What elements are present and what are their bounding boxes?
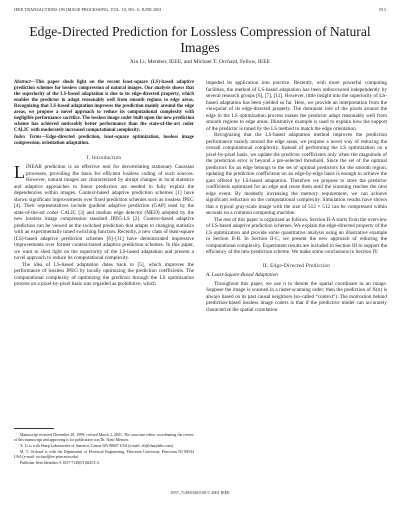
copyright-footer: 1057–7149/01$10.00 © 2001 IEEE — [170, 490, 230, 495]
intro-paragraph-2: The idea of LS-based adaptation dates back to [5], which improves the performance of lossless JPEG by locally optimizing the prediction coefficients. The computational complexity of optimizing the predictor through the LS optimization process on a pixel-by-pixel basis was regarded as prohibitive, which — [14, 261, 194, 288]
page-number: 813 — [379, 7, 386, 12]
intro-paragraph-1-text: INEAR prediction is an effective tool for decorrelating stationary Gaussian processes, providing the basis for efficient lossless coding of such sources. However, natural images are characterized by abrupt changes in local statistics and adaptive approaches to linear prediction are needed to fully exploit the dependencies within images. Context-based adaptive prediction schemes [1] have shown significant improvements over fixed prediction schemes such as lossless JPEG [4]. Their representatives include gradient adaptive prediction (GAP) used by the state-of-the-art coder CALIC [3] and median edge detector (MED) adopted by the new lossless image compression standard JPEG-LS [2]. Context-based adaptive prediction can be viewed as the switched prediction that adapts to changing statistics with an experimentally tuned switching function. Recently, a new class of least-square (LS)-based adaptive prediction schemes [6]–[11] have demonstrated impressive improvements over former context-based adaptive prediction schemes. In this paper, we want to shed light on the superiority of the LS-based adaptation and present a novel approach to reduce its computational complexity. — [14, 164, 194, 262]
intro-paragraph-1 — [14, 164, 194, 262]
left-column — [14, 80, 194, 288]
paper-authors: Xin Li, Member, IEEE, and Michael T. Orchard, Fellow, IEEE — [129, 59, 271, 65]
footnote-manuscript: Manuscript received December 28, 1999; revised March 2, 2001. The associate editor coordinating the review of this manuscript and approving it for publication was Dr. Nasir Memon. — [14, 433, 194, 443]
section-heading-edge-directed: II. Edge-Directed Prediction — [262, 262, 331, 269]
section-heading-introduction: I. Introduction — [86, 154, 122, 161]
journal-name: IEEE TRANSACTIONS ON IMAGE PROCESSING, VOL. 10, NO. 6, JUNE 2001 — [14, 7, 162, 12]
paper-title: Edge-Directed Prediction for Lossless Compression of Natural Images — [29, 24, 371, 55]
right-paragraph-2: Recognizing that the LS-based adaptation method improves the prediction performance mainly around the edge areas, we propose a novel way of reducing the overall computational complexity. Instead of performing the LS optimization on a pixel-by-pixel basis, we update the predictor coefficients only when the magnitude of the prediction error is beyond a pre-selected threshold. Since the set of the optimal predictors for an edge belongs to the set of optimal predictors for the smooth region, updating the prediction coefficients on an edge-by-edge basis is enough to achieve the gain offered by LS-based adaptation. Therefore we propose to store the predictor coefficients optimized for an edge and reuse them until the scanning reaches the next edge event. By modestly increasing the memory requirement, we can achieve significant reduction on the computational complexity. Simulation results have shown that a typical gray-scale image with the size of 512 × 512 can be compressed within seconds on a common computing machine. — [206, 132, 387, 216]
abstract-text: —This paper sheds light on the recent least-square (LS)-based adaptive prediction schemes for lossless compression of natural images. Our analysis shows that the superiority of the LS-based adaptation is due to its edge-directed property, which enables the predictor to adapt reasonably well from smooth regions to edge areas. Recognizing that LS-based adaptation improves the prediction mainly around the edge areas, we propose a novel approach to reduce its computational complexity with negligible performance sacrifice. The lossless image coder built upon the new prediction scheme has achieved noticeably better performance than the state-of-the-art coder CALIC with moderately increased computational complexity. — [14, 80, 194, 134]
abstract-lead: Abstract — [14, 80, 31, 85]
footnotes — [14, 428, 194, 468]
index-terms-text: —Edge-directed prediction, least-square optimization, lossless image compression, orientation adaptation. — [14, 135, 194, 147]
subsection-paragraph: Throughout this paper, we use n to denote the spatial coordinate in an image. Suppose the image is scanned in a raster-scanning order; then the prediction of X(n) is always based on its past causal neighbors (so-called “context”). The motivation behind prediction-based lossless image coders is that if the predictive model can accurately characterize the spatial correlation — [206, 280, 387, 313]
right-paragraph-1: impeded its application into practice. Recently, with more powerful computing facilities, the method of LS-based adaptation has been rediscovered independently by several research groups [6], [7], [11]. However, little insight into the superiority of LS-based adaptation has been yielded so far. Here, we provide an interpretation from the viewpoint of its edge-directed property. The dominant role of the pixels around the edge in the LS optimization process makes the predictor adapt reasonably well from smooth regions to edge areas. Illustrative example is used to explain how the support of the predictor is tuned by the LS method to match the edge orientation. — [206, 80, 387, 132]
footnote-rule — [14, 428, 54, 429]
running-header — [14, 7, 386, 15]
index-terms-lead: Index Terms — [14, 135, 42, 141]
footnote-author-orchard: M. T. Orchard is with the Department of Electrical Engineering, Princeton University, Princeton NJ 08544 USA (e-mail: orchard@ee.princeton.edu). — [14, 450, 194, 460]
footnote-author-li: X. Li is with Sharp Laboratories of America, Camas WA 98607 USA (e-mail: xli@sharplabs.com). — [20, 444, 174, 449]
subsection-heading-ls: A. Least-Square-Based Adaptation — [206, 272, 278, 278]
footnote-publisher-id: Publisher Item Identifier S 1057-7149(01)04472-4. — [20, 461, 100, 466]
drop-cap: L — [14, 162, 25, 183]
abstract — [14, 80, 194, 134]
right-paragraph-3: The rest of this paper is organized as follows. Section II-A starts from the overview of LS-based adaptive prediction schemes. We explain the edge-directed property of the LS optimization and provide some quantitative analysis using an illustrative example in Section II-B. In Section II-C, we present the new approach of reducing the computational complexity. Experiment results are included in Section III to support the efficiency of the new prediction scheme. We make some conclusions in Section IV. — [206, 216, 387, 255]
right-column — [206, 80, 387, 313]
index-terms — [14, 135, 194, 147]
